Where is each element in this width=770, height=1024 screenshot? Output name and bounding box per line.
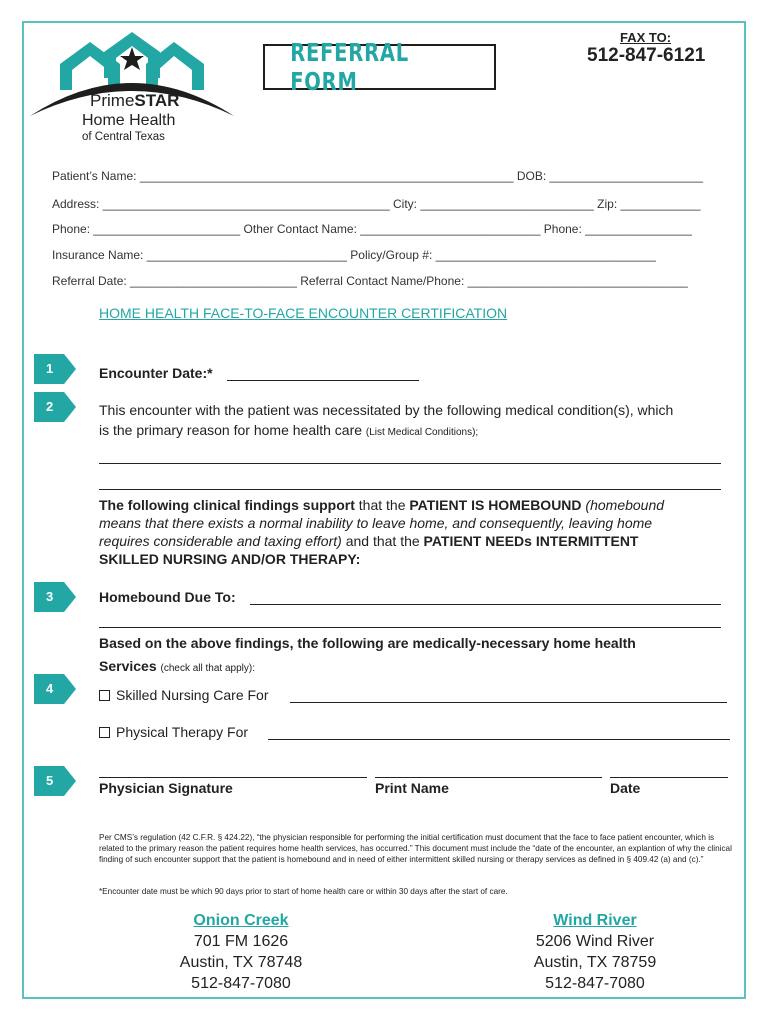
encounter-date-note: *Encounter date must be which 90 days prior to start of home health care or within 30 days after the start of care. xyxy=(99,887,508,896)
condition-text-line-2: is the primary reason for home health care (List Medical Conditions); xyxy=(99,422,479,438)
location-address: 701 FM 1626 xyxy=(193,933,289,950)
location-wind-river xyxy=(495,910,695,994)
encounter-date-field[interactable] xyxy=(227,380,419,381)
brand-line-3: of Central Texas xyxy=(82,131,165,143)
location-phone: 512-847-7080 xyxy=(545,975,645,992)
skilled-nursing-option[interactable]: Skilled Nursing Care For xyxy=(99,687,269,703)
location-city: Austin, TX 78748 xyxy=(179,954,303,971)
referral-date-contact-row[interactable]: Referral Date: _________________________ Referral Contact Name/Phone: _________________________________ xyxy=(52,274,688,288)
services-intro-line-2: Services (check all that apply): xyxy=(99,658,255,674)
clinical-findings-paragraph: The following clinical findings support that the PATIENT IS HOMEBOUND (homebound means that there exists a normal inability to leave home, and consequently, leaving home requires considerable and taxing effort) and that the PATIENT NEEDs INTERMITTENT SKILLED NURSING AND/OR THERAPY: xyxy=(99,497,665,567)
homebound-field-2[interactable] xyxy=(99,627,721,628)
homebound-field-1[interactable] xyxy=(250,604,721,605)
location-onion-creek xyxy=(141,910,341,994)
date-field[interactable] xyxy=(610,777,728,778)
medical-condition-field-2[interactable] xyxy=(99,489,721,490)
services-intro-line-1: Based on the above findings, the following are medically-necessary home health xyxy=(99,635,636,651)
step-marker-4: 4 xyxy=(34,674,76,704)
physician-signature-field[interactable] xyxy=(99,777,367,778)
address-city-zip-row[interactable]: Address: ___________________________________________ City: __________________________ Zip: ____________ xyxy=(52,197,701,211)
form-title: REFERRAL FORM xyxy=(290,38,409,96)
skilled-nursing-checkbox[interactable] xyxy=(99,690,110,701)
section-title: HOME HEALTH FACE-TO-FACE ENCOUNTER CERTIFICATION xyxy=(99,305,508,321)
homebound-label: Homebound Due To: xyxy=(99,589,236,605)
encounter-date-label: Encounter Date:* xyxy=(99,365,213,381)
skilled-nursing-field[interactable] xyxy=(290,702,727,703)
date-label: Date xyxy=(610,780,641,796)
location-city: Austin, TX 78759 xyxy=(533,954,657,971)
brand-name: PrimeSTAR xyxy=(90,91,180,110)
physical-therapy-option[interactable]: Physical Therapy For xyxy=(99,724,248,740)
phone-contact-row[interactable]: Phone: ______________________ Other Contact Name: ___________________________ Phone: ________________ xyxy=(52,222,692,236)
print-name-label: Print Name xyxy=(375,780,449,796)
physician-signature-label: Physician Signature xyxy=(99,780,233,796)
print-name-field[interactable] xyxy=(375,777,602,778)
medical-condition-field-1[interactable] xyxy=(99,463,721,464)
step-marker-3: 3 xyxy=(34,582,76,612)
condition-text-line-1: This encounter with the patient was necessitated by the following medical condition(s), which xyxy=(99,402,674,418)
location-name: Onion Creek xyxy=(193,912,289,929)
patient-name-dob-row[interactable]: Patient’s Name: ________________________________________________________ DOB: _______________________ xyxy=(52,169,704,183)
location-phone: 512-847-7080 xyxy=(191,975,291,992)
step-marker-2: 2 xyxy=(34,392,76,422)
brand-line-2: Home Health xyxy=(82,112,176,129)
fax-label: FAX TO: xyxy=(620,30,672,45)
physical-therapy-field[interactable] xyxy=(268,739,730,740)
step-marker-5: 5 xyxy=(34,766,76,796)
step-marker-1: 1 xyxy=(34,354,76,384)
location-name: Wind River xyxy=(553,912,637,929)
cms-regulation-note: Per CMS’s regulation (42 C.F.R. § 424.22), “the physician responsible for performing the initial certification must document that the face to face patient encounter, which is related to the primary reason the patient requires home health services, has occurred.” This document must include the “date of the encounter, an explantion of why the clinical finding of such encounter support that the patient is homebound and in need of either intermittent skilled nursing or therapy services as defined in § 409.42 (a) and (c).” xyxy=(99,833,732,864)
location-address: 5206 Wind River xyxy=(535,933,655,950)
physical-therapy-checkbox[interactable] xyxy=(99,727,110,738)
insurance-policy-row[interactable]: Insurance Name: ______________________________ Policy/Group #: _________________________________ xyxy=(52,248,656,262)
form-title-box xyxy=(263,38,496,96)
fax-number: 512-847-6121 xyxy=(587,45,706,66)
